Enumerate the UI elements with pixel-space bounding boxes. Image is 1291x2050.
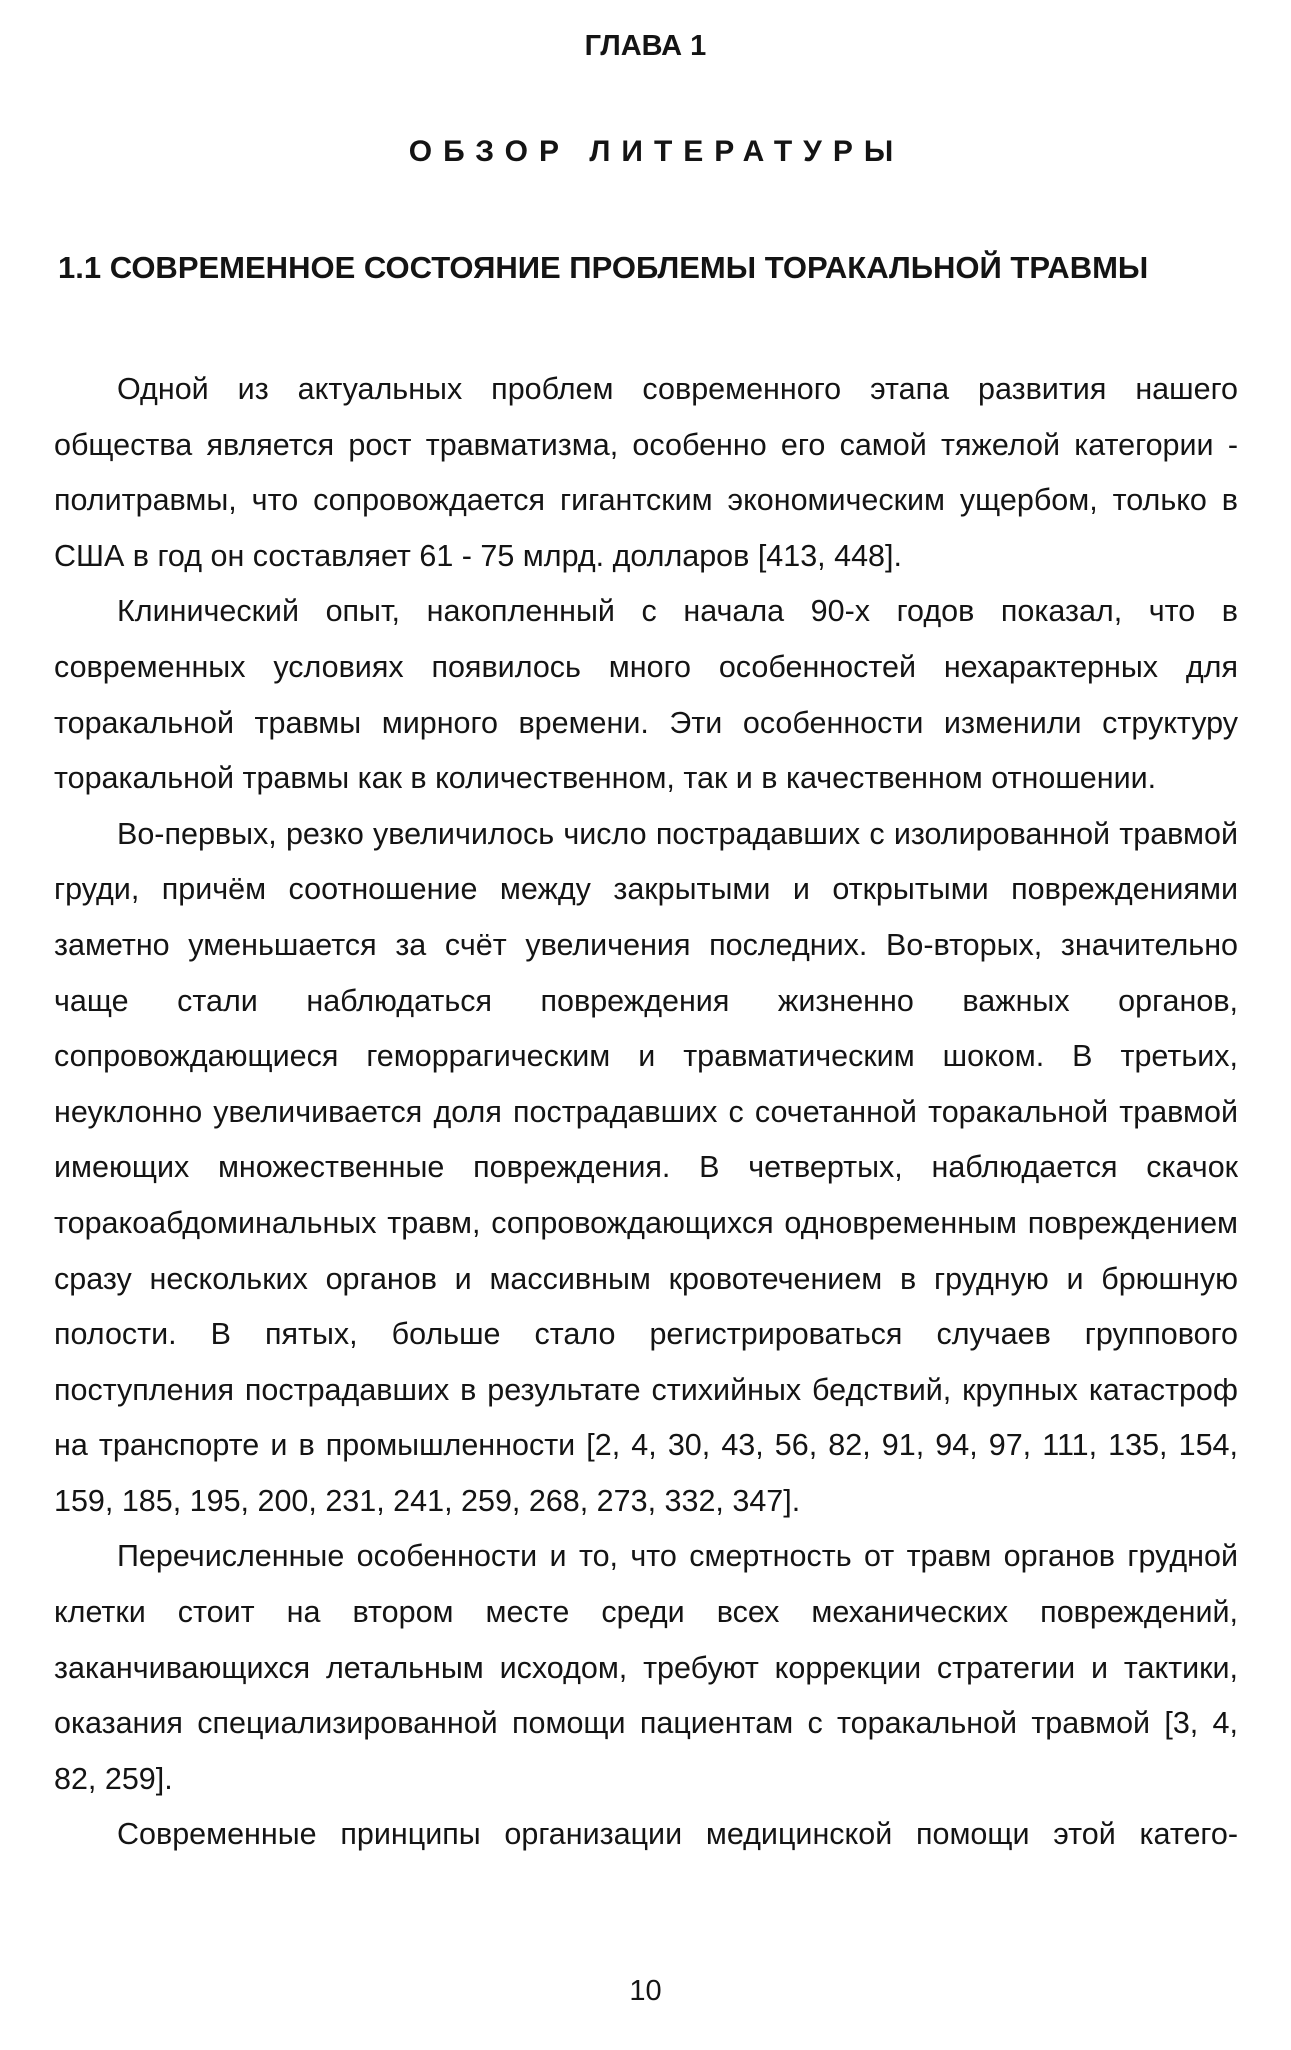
section-title: ОБЗОР ЛИТЕРАТУРЫ (408, 135, 905, 168)
paragraph: Перечисленные особенности и то, что смертность от травм органов грудной клетки стоит на втором месте среди всех механических повреждений, заканчивающихся летальным исходом, требуют коррекции стратегии и тактики, оказания специализированной помощи пациентам с торакальной травмой [3, 4, 82, 259]. (54, 1539, 1238, 1796)
paragraph: Современные принципы организации медицинской помощи этой катего- (117, 1817, 1238, 1852)
subsection-title: 1.1 СОВРЕМЕННОЕ СОСТОЯНИЕ ПРОБЛЕМЫ ТОРАКАЛЬНОЙ ТРАВМЫ (58, 250, 1149, 285)
paragraph: Одной из актуальных проблем современного этапа развития нашего общества является рост травматизма, особенно его самой тяжелой категории - политравмы, что сопровождается гигантским экономическим ущербом, только в США в год он составляет 61 - 75 млрд. долларов [413, 448]. (54, 372, 1238, 573)
paragraph: Во-первых, резко увеличилось число пострадавших с изолированной травмой груди, причём соотношение между закрытыми и открытыми повреждениями заметно уменьшается за счёт увеличения последних. Во-вторых, значительно чаще стали наблюдаться повреждения жизненно важных органов, сопровождающиеся геморрагическим и травматическим шоком. В третьих, неуклонно увеличивается доля пострадавших с сочетанной торакальной травмой имеющих множественные повреждения. В четвертых, наблюдается скачок торакоабдоминальных травм, сопровождающихся одновременным повреждением сразу нескольких органов и массивным кровотечением в грудную и брюшную полости. В пятых, больше стало регистрироваться случаев группового поступления пострадавших в результате стихийных бедствий, крупных катастроф на транспорте и в промышленности [2, 4, 30, 43, 56, 82, 91, 94, 97, 111, 135, 154, 159, 185, 195, 200, 231, 241, 259, 268, 273, 332, 347]. (54, 816, 1238, 1518)
paragraph: Клинический опыт, накопленный с начала 90-х годов показал, что в современных условиях появилось много особенностей нехарактерных для торакальной травмы мирного времени. Эти особенности изменили структуру торакальной травмы как в количественном, так и в качественном отношении. (54, 594, 1238, 796)
body-text (54, 362, 1238, 1863)
page-number: 10 (629, 1975, 662, 2007)
chapter-heading: ГЛАВА 1 (584, 30, 707, 62)
